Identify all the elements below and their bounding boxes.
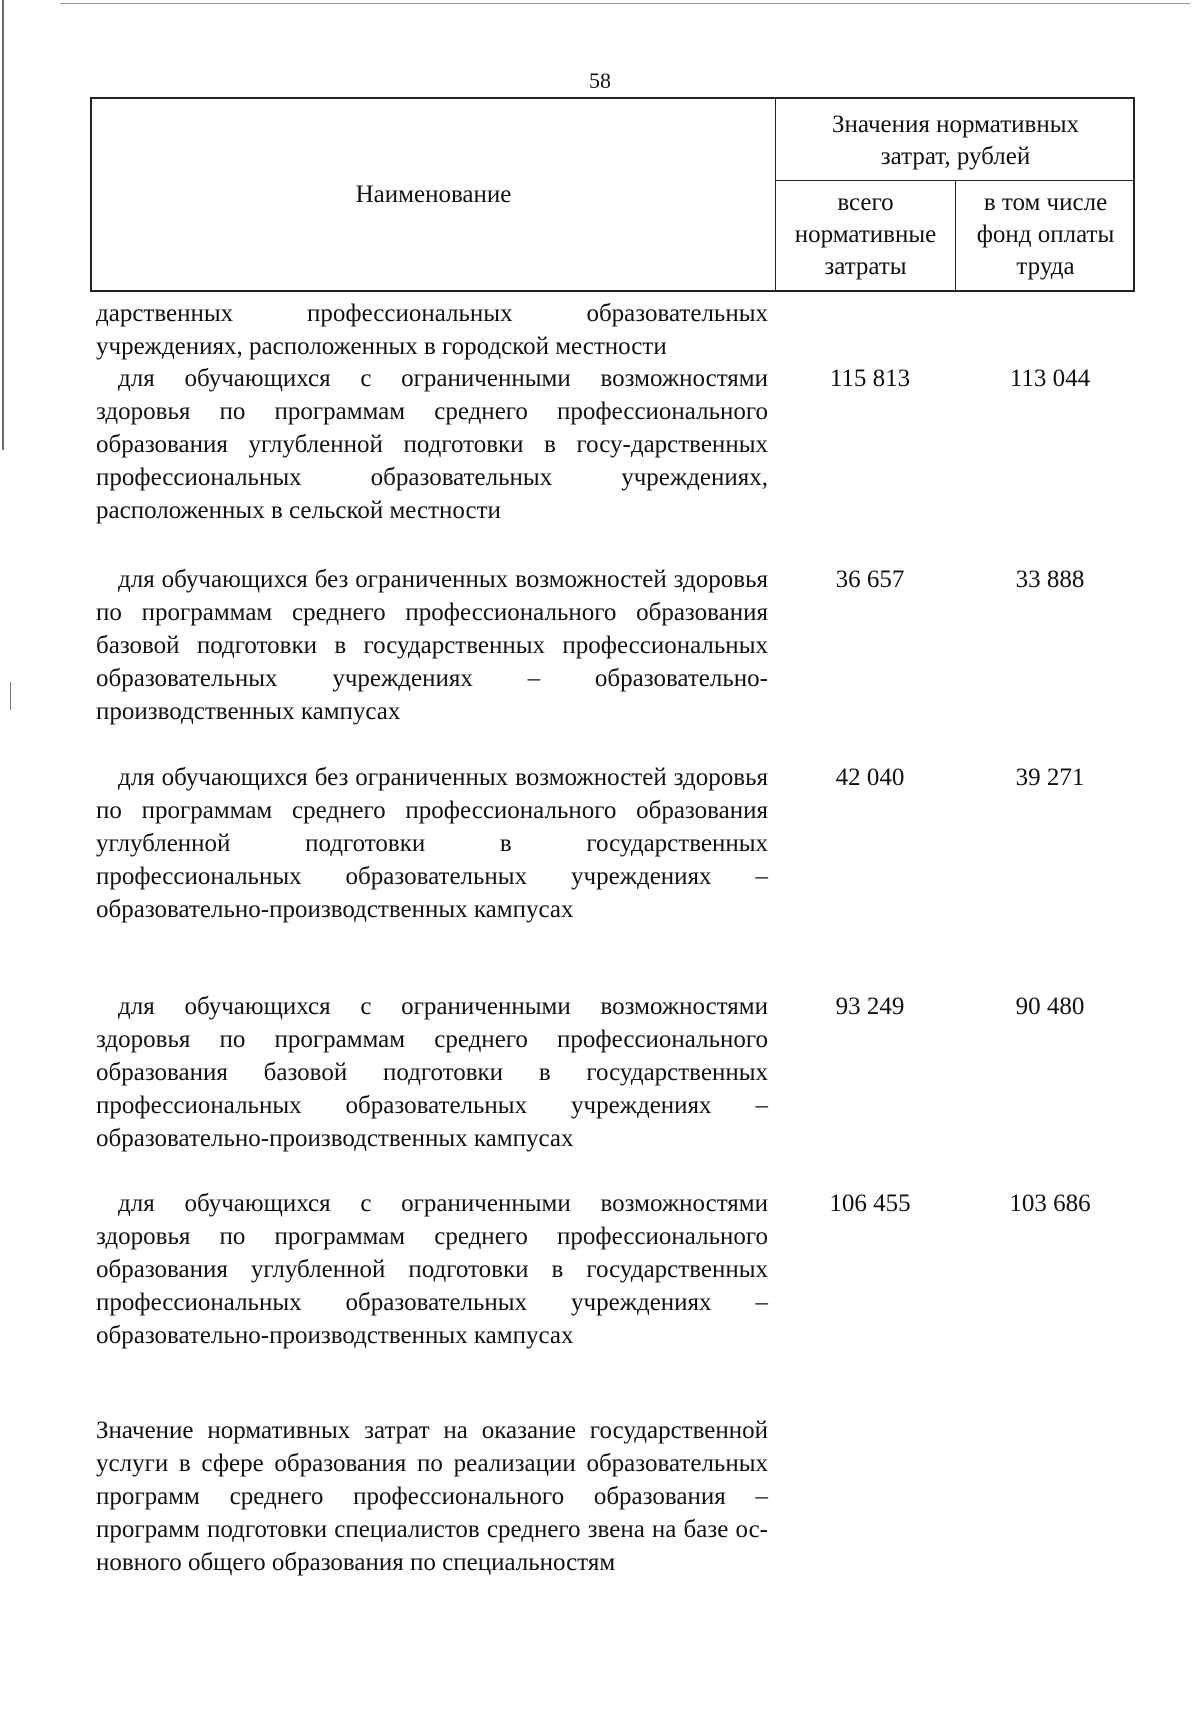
wages-value: 113 044 [1009,365,1091,392]
values-group-header: Значения нормативных затрат, рублей [776,99,1135,181]
scan-edge-tick [10,682,11,710]
wages-value: 39 271 [1015,764,1085,791]
total-value: 36 657 [835,566,905,593]
name-column-header [92,99,776,290]
row-text: для обучающихся с ограниченными возможностями здоровья по программам среднего профессионального образования углубленной подготовки в госу-дарственных профессиональных образовательных учреждениях, расположенных в сельской местности [96,365,768,524]
row-text: для обучающихся с ограниченными возможностями здоровья по программам среднего профессионального образования углубленной подготовки в государственных профессиональных образовательных учреждениях – образовательно-производственных кампусах [96,1190,768,1349]
wages-value: 103 686 [1009,1190,1091,1217]
total-value: 106 455 [829,1190,911,1217]
row-text: для обучающихся без ограниченных возможностей здоровья по программам среднего профессионального образования базовой подготовки в государственных профессиональных образовательных учреждениях – образовательно-производственных кампусах [96,566,768,725]
total-value: 115 813 [829,365,911,392]
name-column-label: Наименование [355,181,512,208]
wages-value: 33 888 [1015,566,1085,593]
page-number: 58 [589,68,611,93]
row-text: Значение нормативных затрат на оказание государственной услуги в сфере образования по реализации образовательных программ среднего профессионального образования – программ подготовки специалистов среднего звена на базе ос-новного общего образования по специальностям [96,1417,768,1576]
total-value: 42 040 [835,764,905,791]
row-text: для обучающихся с ограниченными возможностями здоровья по программам среднего профессионального образования базовой подготовки в государственных профессиональных образовательных учреждениях – образовательно-производственных кампусах [96,993,768,1152]
total-column-header: всего нормативные затраты [776,181,956,292]
row-text: дарственных профессиональных образовательных учреждениях, расположенных в городской местности [96,300,768,360]
wages-column-header: в том числе фонд оплаты труда [976,189,1115,280]
row-text: для обучающихся без ограниченных возможностей здоровья по программам среднего профессионального образования углубленной подготовки в государственных профессиональных образовательных учреждениях – образовательно-производственных кампусах [96,764,768,923]
total-value: 93 249 [835,993,905,1020]
table-header [90,97,1135,292]
scan-edge-line [60,3,1190,4]
wages-value: 90 480 [1015,993,1085,1020]
